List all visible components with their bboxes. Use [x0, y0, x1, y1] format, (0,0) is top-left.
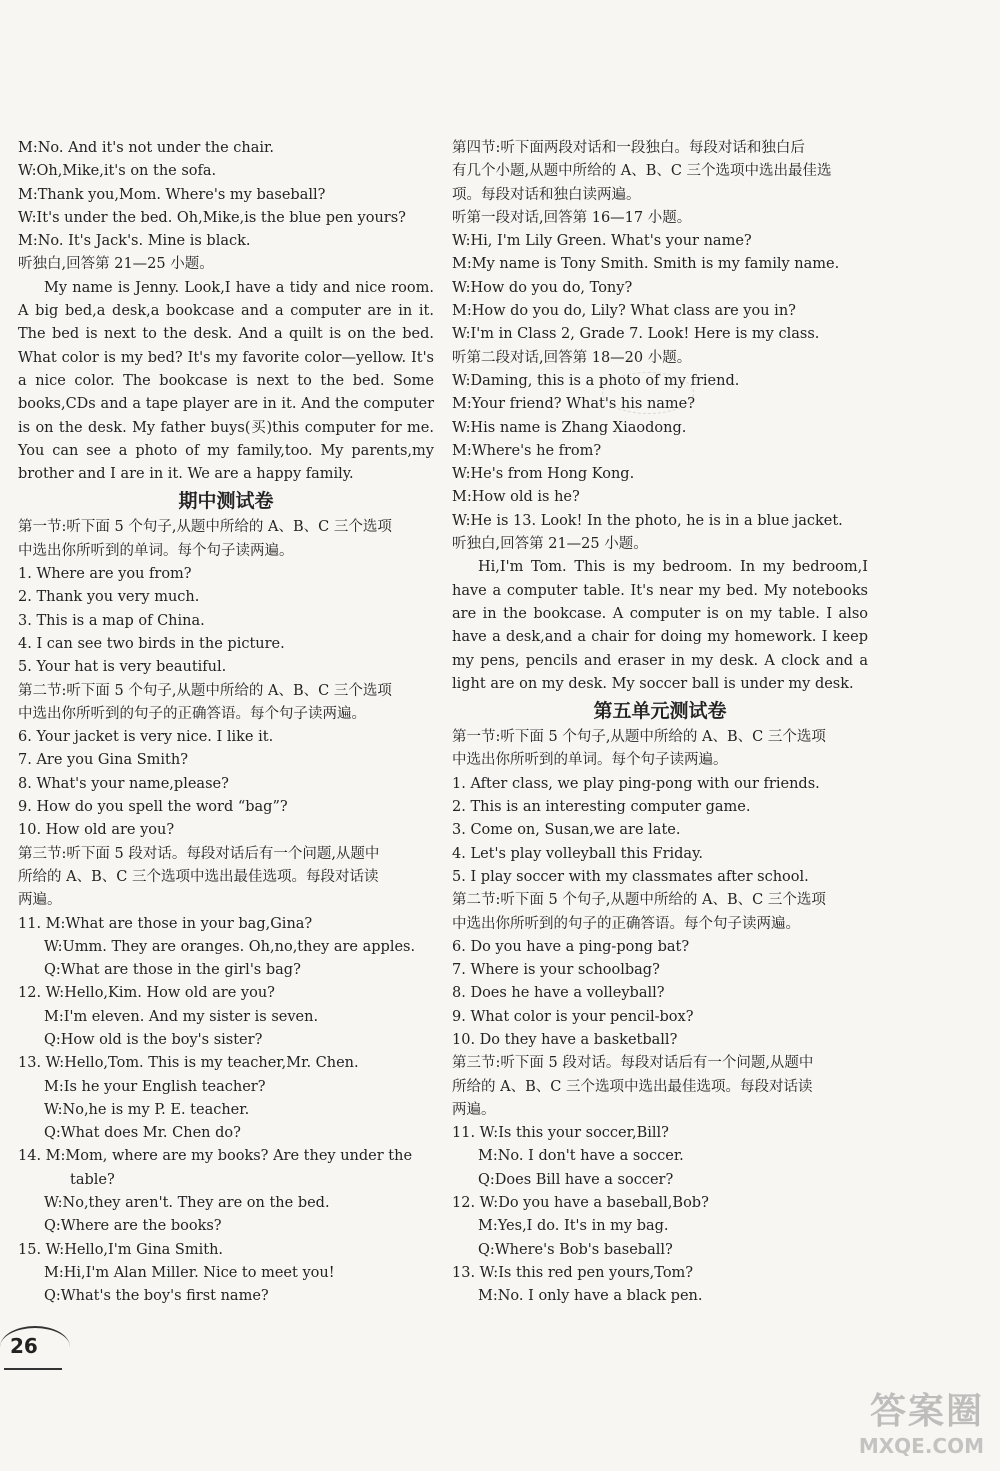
dialogue-line: 14. M:Mom, where are my books? Are they under the — [18, 1148, 413, 1165]
question-item: 4. I can see two birds in the picture. — [18, 635, 285, 652]
instruction-line: 听独白,回答第 21—25 小题。 — [452, 536, 648, 553]
section-instruction: 中选出你所听到的句子的正确答语。每个句子读两遍。 — [18, 705, 366, 722]
watermark-logo: 答案圈 — [869, 1391, 984, 1432]
section-instruction: 第三节:听下面 5 段对话。每段对话后有一个问题,从题中 — [18, 845, 380, 862]
dialogue-line: table? — [70, 1171, 115, 1188]
text-line: M:Thank you,Mom. Where's my baseball? — [18, 186, 326, 203]
dialogue-line: M:Yes,I do. It's in my bag. — [478, 1218, 669, 1235]
section-instruction: 第二节:听下面 5 个句子,从题中所给的 A、B、C 三个选项 — [452, 892, 826, 909]
question-item: 3. This is a map of China. — [18, 612, 205, 629]
page-number-arc — [0, 1326, 70, 1368]
dialogue-line: Q:What are those in the girl's bag? — [44, 962, 301, 979]
question-item: 7. Are you Gina Smith? — [18, 752, 188, 769]
dialogue-line: W:Hi, I'm Lily Green. What's your name? — [452, 233, 752, 250]
page-number-underline — [4, 1368, 62, 1370]
question-item: 1. Where are you from? — [18, 566, 192, 583]
section-instruction: 所给的 A、B、C 三个选项中选出最佳选项。每段对话读 — [18, 868, 379, 885]
dialogue-line: M:I'm eleven. And my sister is seven. — [44, 1008, 319, 1025]
monologue-paragraph: My name is Jenny. Look,I have a tidy and nice room. A big bed,a desk,a bookcase and a computer are in it. The bed is next to the desk. And a quilt is on the bed. What color is my bed? It's my favorite color—yellow. It's a nice color. The bookcase is next to the bed. Some books,CDs and a tape player are in it. And the computer is on the desk. My father buys(买)this computer for me. You can see a photo of my family,too. My parents,my brother and I are in it. We are a happy family. — [18, 279, 434, 483]
section-instruction: 中选出你所听到的句子的正确答语。每个句子读两遍。 — [452, 915, 800, 932]
dialogue-line: 13. W:Hello,Tom. This is my teacher,Mr. Chen. — [18, 1055, 359, 1072]
dialogue-line: 12. W:Hello,Kim. How old are you? — [18, 985, 275, 1002]
dialogue-line: Q:Where are the books? — [44, 1218, 222, 1235]
question-item: 2. This is an interesting computer game. — [452, 799, 751, 816]
page-number-text: 26 — [10, 1334, 38, 1358]
section-instruction: 中选出你所听到的单词。每个句子读两遍。 — [18, 542, 294, 559]
dialogue-line: M:Hi,I'm Alan Miller. Nice to meet you! — [44, 1264, 335, 1281]
question-item: 5. I play soccer with my classmates after school. — [452, 868, 809, 885]
dialogue-line: Q:Where's Bob's baseball? — [478, 1241, 673, 1258]
question-item: 6. Your jacket is very nice. I like it. — [18, 729, 274, 746]
question-item: 9. What color is your pencil-box? — [452, 1008, 694, 1025]
page-number — [10, 1334, 62, 1364]
text-line: M:No. It's Jack's. Mine is black. — [18, 233, 251, 250]
question-item: 10. Do they have a basketball? — [452, 1031, 678, 1048]
dialogue-line: 13. W:Is this red pen yours,Tom? — [452, 1264, 694, 1281]
dialogue-line: M:How old is he? — [452, 489, 580, 506]
question-item: 10. How old are you? — [18, 822, 175, 839]
dialogue-line: 11. M:What are those in your bag,Gina? — [18, 915, 313, 932]
dialogue-line: 15. W:Hello,I'm Gina Smith. — [18, 1241, 224, 1258]
dialogue-line: M:Is he your English teacher? — [44, 1078, 266, 1095]
question-item: 5. Your hat is very beautiful. — [18, 659, 227, 676]
monologue-paragraph: Hi,I'm Tom. This is my bedroom. In my bedroom,I have a computer table. It's near my bed. My notebooks are in the bookcase. A computer is on my table. I also have a desk,and a chair for doing my homework. I keep my pens, pencils and eraser in my desk. A clock and a light are on my desk. My soccer ball is under my desk. — [452, 559, 868, 692]
text-line: W:It's under the bed. Oh,Mike,is the blue pen yours? — [18, 209, 406, 226]
section-instruction: 第一节:听下面 5 个句子,从题中所给的 A、B、C 三个选项 — [452, 729, 826, 746]
dialogue-line: W:He is 13. Look! In the photo, he is in a blue jacket. — [452, 512, 843, 529]
dialogue-line: W:No,they aren't. They are on the bed. — [44, 1195, 330, 1212]
instruction-line: 听第一段对话,回答第 16—17 小题。 — [452, 209, 692, 226]
dialogue-line: W:No,he is my P. E. teacher. — [44, 1101, 250, 1118]
dialogue-line: M:Your friend? What's his name? — [452, 396, 696, 413]
question-item: 2. Thank you very much. — [18, 589, 200, 606]
question-item: 8. What's your name,please? — [18, 775, 229, 792]
dialogue-line: W:Umm. They are oranges. Oh,no,they are apples. — [44, 938, 416, 955]
dialogue-line: Q:How old is the boy's sister? — [44, 1031, 263, 1048]
section-instruction: 第四节:听下面两段对话和一段独白。每段对话和独白后 — [452, 140, 805, 156]
dialogue-line: W:Daming, this is a photo of my friend. — [452, 372, 740, 389]
dialogue-line: M:No. I only have a black pen. — [478, 1288, 703, 1305]
section-instruction: 所给的 A、B、C 三个选项中选出最佳选项。每段对话读 — [452, 1078, 813, 1095]
dialogue-line: Q:What's the boy's first name? — [44, 1288, 269, 1305]
dialogue-line: Q:Does Bill have a soccer? — [478, 1171, 674, 1188]
question-item: 9. How do you spell the word “bag”? — [18, 799, 288, 816]
text-line: M:No. And it's not under the chair. — [18, 140, 274, 156]
dialogue-line: Q:What does Mr. Chen do? — [44, 1125, 241, 1142]
watermark — [784, 1383, 984, 1463]
question-item: 1. After class, we play ping-pong with our friends. — [452, 775, 820, 792]
section-instruction: 项。每段对话和独白读两遍。 — [452, 186, 641, 203]
dialogue-line: M:How do you do, Lily? What class are you in? — [452, 303, 796, 320]
instruction-line: 听独白,回答第 21—25 小题。 — [18, 256, 214, 273]
watermark-url: MXQE.COM — [858, 1434, 984, 1458]
section-instruction: 两遍。 — [18, 892, 62, 909]
dialogue-line: 11. W:Is this your soccer,Bill? — [452, 1125, 669, 1142]
dialogue-line: W:I'm in Class 2, Grade 7. Look! Here is my class. — [452, 326, 820, 343]
faint-stamp — [602, 372, 694, 414]
dialogue-line: W:He's from Hong Kong. — [452, 466, 635, 483]
section-instruction: 有几个小题,从题中所给的 A、B、C 三个选项中选出最佳选 — [452, 163, 832, 180]
dialogue-line: M:My name is Tony Smith. Smith is my family name. — [452, 256, 840, 273]
question-item: 7. Where is your schoolbag? — [452, 962, 660, 979]
question-item: 8. Does he have a volleyball? — [452, 985, 665, 1002]
left-column — [18, 137, 434, 1309]
section-instruction: 第二节:听下面 5 个句子,从题中所给的 A、B、C 三个选项 — [18, 682, 392, 699]
dialogue-line: M:No. I don't have a soccer. — [478, 1148, 684, 1165]
dialogue-line: W:How do you do, Tony? — [452, 279, 633, 296]
dialogue-line: 12. W:Do you have a baseball,Bob? — [452, 1195, 709, 1212]
section-instruction: 第三节:听下面 5 段对话。每段对话后有一个问题,从题中 — [452, 1055, 814, 1072]
dialogue-line: M:Where's he from? — [452, 442, 602, 459]
section-instruction: 中选出你所听到的单词。每个句子读两遍。 — [452, 752, 728, 769]
right-column — [452, 137, 868, 1309]
unit5-heading: 第五单元测试卷 — [593, 700, 727, 723]
text-line: W:Oh,Mike,it's on the sofa. — [18, 163, 217, 180]
section-instruction: 两遍。 — [452, 1101, 496, 1118]
question-item: 3. Come on, Susan,we are late. — [452, 822, 681, 839]
dialogue-line: W:His name is Zhang Xiaodong. — [452, 419, 687, 436]
section-instruction: 第一节:听下面 5 个句子,从题中所给的 A、B、C 三个选项 — [18, 519, 392, 536]
question-item: 6. Do you have a ping-pong bat? — [452, 938, 690, 955]
instruction-line: 听第二段对话,回答第 18—20 小题。 — [452, 349, 692, 366]
question-item: 4. Let's play volleyball this Friday. — [452, 845, 703, 862]
midterm-heading: 期中测试卷 — [178, 490, 274, 513]
